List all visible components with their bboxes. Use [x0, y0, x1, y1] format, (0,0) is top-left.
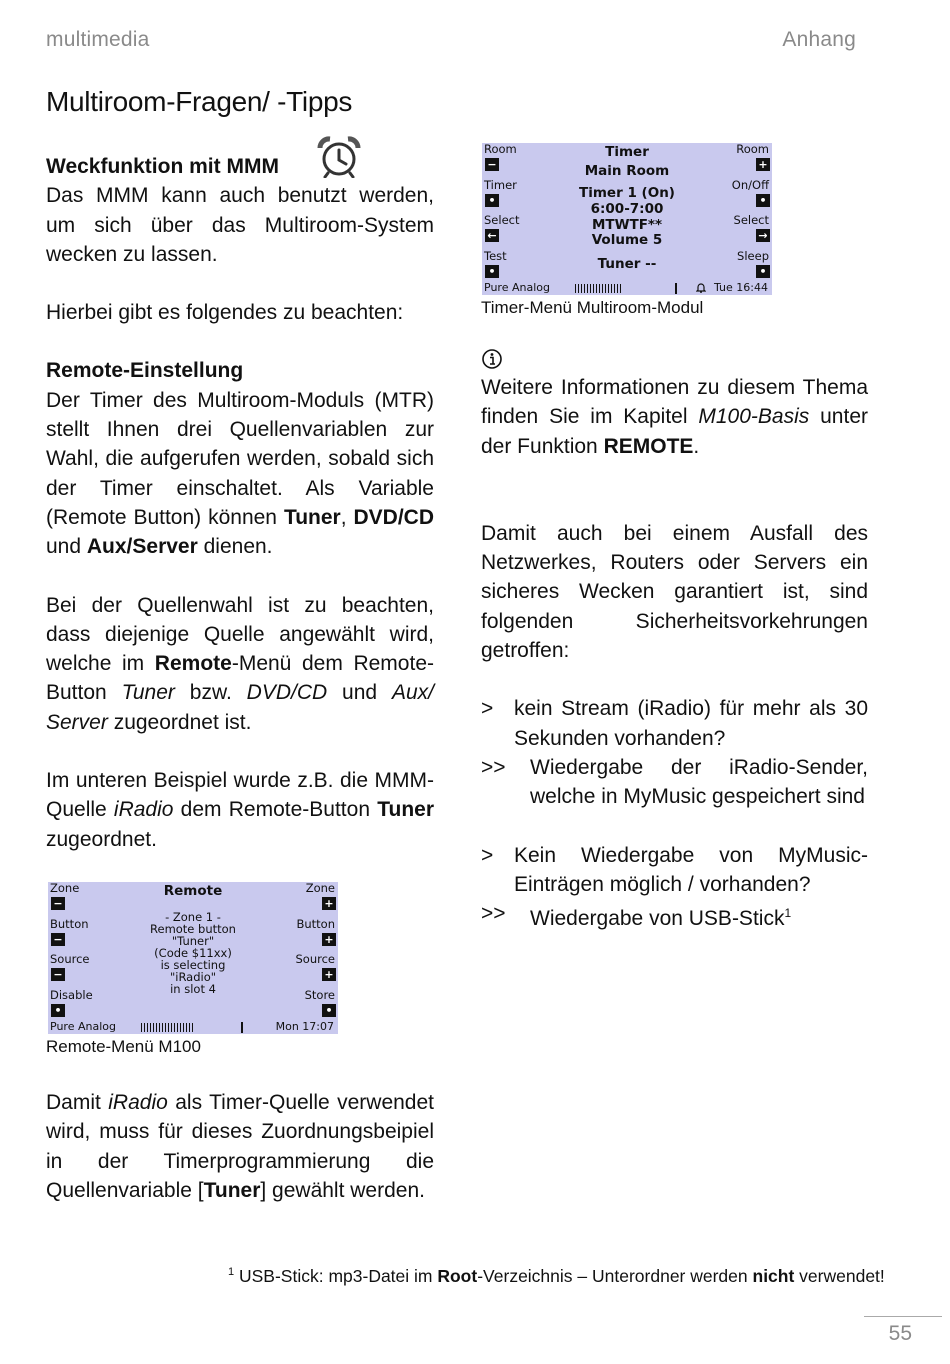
- minus-button-icon: −: [51, 933, 65, 946]
- list-item: [481, 899, 868, 933]
- screen-line: in slot 4: [170, 982, 216, 996]
- screen-title: Remote: [163, 883, 223, 899]
- screen-line: Tuner --: [597, 256, 657, 272]
- list-marker: >: [481, 843, 494, 867]
- remote-paragraph: Der Timer des Multiroom-Moduls (MTR) stellt Ihnen drei Quellenvariablen zur Wahl, die aufgerufen werden, sobald sich der Timer einschaltet. Als Variable (Remote Button) können Tuner, DVD/CD und Aux/Server dienen.: [46, 388, 435, 559]
- screen-line: (Code $11xx): [154, 946, 232, 960]
- screen-line: Main Room: [584, 163, 670, 179]
- safety-paragraph: Damit auch bei einem Ausfall des Netzwerkes, Routers oder Servers ein sicheres Wecken garantiert ist, sind folgenden Sicherheitsvorkehrungen getroffen:: [481, 521, 868, 663]
- timer-source-paragraph: Damit iRadio als Timer-Quelle verwendet wird, muss für dieses Zuordnungsbeipiel in der Timerprogrammierung die Quellenvariable [Tuner] gewählt werden.: [46, 1091, 434, 1202]
- list-item-text: kein Stream (iRadio) für mehr als 30 Sekunden vorhanden?: [514, 697, 868, 750]
- dot-button-icon: •: [485, 194, 499, 207]
- screen-line: Remote button: [150, 922, 236, 936]
- minus-button-icon: −: [51, 897, 65, 910]
- screen-line: 6:00-7:00: [590, 201, 664, 217]
- right-column: [481, 373, 868, 933]
- screen-footer: [482, 281, 772, 295]
- clock-label: Tue 16:44: [714, 281, 768, 294]
- dot-button-icon: •: [485, 265, 499, 278]
- screen-line: "iRadio": [169, 970, 217, 984]
- list-item: [481, 694, 868, 753]
- plus-button-icon: +: [322, 933, 336, 946]
- left-column-bottom: [46, 1088, 434, 1205]
- level-meter: [141, 1023, 193, 1032]
- screen-title: Timer: [605, 144, 649, 160]
- dot-button-icon: •: [322, 1004, 336, 1017]
- screen-footer: [48, 1020, 338, 1034]
- bell-icon: [696, 282, 706, 295]
- level-meter-end: [675, 283, 677, 294]
- left-column: [46, 152, 434, 854]
- example-paragraph: Im unteren Beispiel wurde z.B. die MMM-Quelle iRadio dem Remote-Button Tuner zugeordnet.: [46, 769, 434, 851]
- page-number: 55: [888, 1322, 912, 1345]
- header-section-label: multimedia: [46, 28, 150, 51]
- list-item-text: Wiedergabe der iRadio-Sender, welche in MyMusic gespeichert sind: [530, 755, 868, 809]
- footnote-ref: 1: [784, 906, 792, 921]
- timer-screen-caption: Timer-Menü Multiroom-Modul: [481, 298, 704, 317]
- clock-label: Mon 17:07: [275, 1020, 334, 1033]
- screen-label: Zone: [50, 882, 80, 895]
- list-item-text: Kein Wiedergabe von MyMusic-Einträgen möglich / vorhanden?: [514, 843, 868, 896]
- info-icon: [481, 348, 503, 370]
- list-item: [481, 841, 868, 900]
- screen-label: Store: [304, 988, 335, 1002]
- audio-mode-label: Pure Analog: [484, 281, 550, 294]
- dot-button-icon: •: [51, 1004, 65, 1017]
- dot-button-icon: •: [756, 194, 770, 207]
- screen-label: Timer: [484, 178, 517, 192]
- screen-line: is selecting: [160, 958, 226, 972]
- screen-label: Source: [50, 952, 90, 966]
- page-title: Multiroom-Fragen/ -Tipps: [46, 86, 353, 117]
- wake-heading: Weckfunktion mit MMM: [46, 155, 279, 178]
- plus-button-icon: +: [756, 158, 770, 171]
- note-paragraph: Hierbei gibt es folgendes zu beachten:: [46, 301, 404, 325]
- screen-label: Select: [733, 213, 769, 227]
- plus-button-icon: +: [322, 968, 336, 981]
- arrow-right-icon: →: [756, 229, 770, 242]
- page-number-divider: [864, 1316, 942, 1317]
- wake-paragraph: Das MMM kann auch benutzt werden, um sich über das Multiroom-System wecken zu lassen.: [46, 184, 434, 266]
- list-marker: >: [481, 697, 494, 721]
- remote-screen-caption: Remote-Menü M100: [46, 1037, 201, 1056]
- level-meter: [575, 284, 621, 293]
- remote-heading: Remote-Einstellung: [46, 359, 244, 383]
- screen-line: Volume 5: [591, 232, 663, 248]
- screen-line: MTWTF**: [591, 217, 663, 233]
- screen-label: Source: [295, 952, 335, 966]
- plus-button-icon: +: [322, 897, 336, 910]
- screen-label: Disable: [50, 988, 93, 1002]
- header-chapter-label: Anhang: [782, 28, 856, 51]
- screen-label: Button: [50, 917, 89, 931]
- screen-label: On/Off: [731, 178, 769, 192]
- screen-label: Test: [484, 249, 507, 263]
- info-paragraph: Weitere Informationen zu diesem Thema finden Sie im Kapitel M100-Basis unter der Funktion REMOTE.: [481, 376, 868, 458]
- screen-label: Zone: [305, 882, 335, 895]
- list-marker: >>: [481, 902, 506, 926]
- minus-button-icon: −: [485, 158, 499, 171]
- footnote: $^1$ USB-Stick: mp3-Datei im Root-Verzeichnis – Unterordner werden nicht verwendet!: [228, 1266, 885, 1286]
- list-marker: >>: [481, 755, 506, 779]
- minus-button-icon: −: [51, 968, 65, 981]
- remote-menu-screen: [48, 882, 338, 1034]
- screen-label: Select: [484, 213, 520, 227]
- screen-line: "Tuner": [171, 934, 215, 948]
- screen-label: Room: [736, 143, 769, 156]
- timer-menu-screen: [482, 143, 772, 295]
- source-selection-paragraph: Bei der Quellenwahl ist zu beachten, dass diejenige Quelle angewählt wird, welche im Remote-Menü dem Remote-Button Tuner bzw. DVD/CD und Aux/ Server zugeordnet ist.: [46, 593, 434, 734]
- list-item-text: Wiedergabe von USB-Stick$^1$: [530, 906, 792, 931]
- audio-mode-label: Pure Analog: [50, 1020, 116, 1033]
- screen-line: - Zone 1 -: [165, 910, 221, 924]
- level-meter-end: [241, 1022, 243, 1033]
- dot-button-icon: •: [756, 265, 770, 278]
- arrow-left-icon: ←: [485, 229, 499, 242]
- screen-label: Room: [484, 143, 517, 156]
- screen-label: Button: [296, 917, 335, 931]
- screen-line: Timer 1 (On): [579, 185, 675, 201]
- list-item: [481, 753, 868, 812]
- screen-label: Sleep: [737, 249, 769, 263]
